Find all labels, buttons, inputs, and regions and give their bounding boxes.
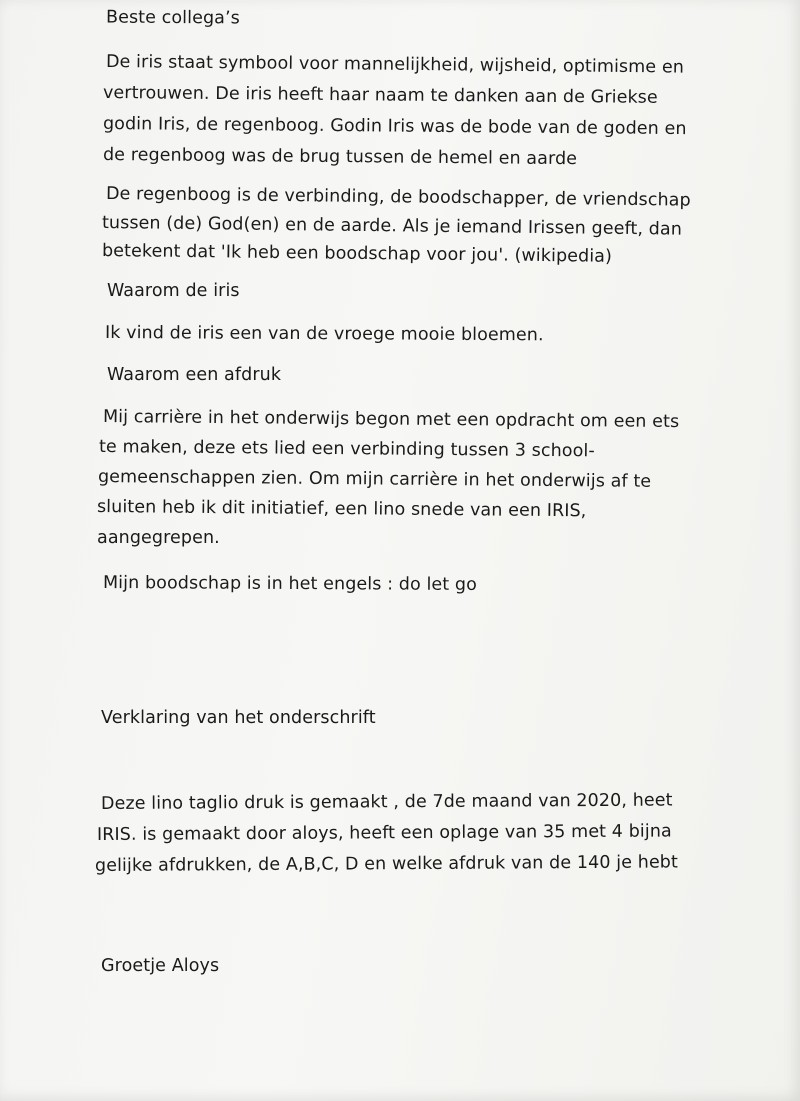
paragraph3-line: sluiten heb ik dit initiatief, een lino snede van een IRIS, xyxy=(96,497,587,522)
paragraph4-line: gelijke afdrukken, de A,B,C, D en welke afdruk van de 140 je hebt xyxy=(94,852,679,876)
paragraph4-line: Deze lino taglio druk is gemaakt , de 7de maand van 2020, heet xyxy=(100,790,673,814)
paragraph4-line: IRIS. is gemaakt door aloys, heeft een oplage van 35 met 4 bijna xyxy=(96,821,672,845)
paragraph2-line: De regenboog is de verbinding, de boodschapper, de vriendschap xyxy=(105,184,691,211)
paragraph1-line: godin Iris, de regenboog. Godin Iris was de bode van de goden en xyxy=(102,114,687,140)
why-iris-text: Ik vind de iris een van de vroege mooie bloemen. xyxy=(104,323,544,346)
paragraph3-line: te maken, deze ets lied een verbinding tussen 3 school- xyxy=(98,437,595,462)
paragraph1-line: De iris staat symbool voor mannelijkheid, wijsheid, optimisme en xyxy=(105,52,685,78)
signoff: Groetje Aloys xyxy=(101,956,220,976)
paragraph3-line: Mij carrière in het onderwijs begon met een opdracht om een ets xyxy=(102,407,680,433)
message: Mijn boodschap is in het engels : do let go xyxy=(102,573,478,595)
paragraph3-line: gemeenschappen zien. Om mijn carrière in het onderwijs af te xyxy=(97,467,652,492)
paragraph1-line: vertrouwen. De iris heeft haar naam te danken aan de Griekse xyxy=(102,83,658,108)
heading-caption: Verklaring van het onderschrift xyxy=(101,708,376,728)
heading-why-print: Waarom een afdruk xyxy=(107,365,282,385)
paragraph1-line: de regenboog was de brug tussen de hemel en aarde xyxy=(102,145,578,170)
paragraph3-line: aangegrepen. xyxy=(97,528,220,548)
greeting: Beste collega’s xyxy=(105,7,240,29)
paragraph2-line: betekent dat 'Ik heb een boodschap voor jou'. (wikipedia) xyxy=(101,241,613,267)
heading-why-iris: Waarom de iris xyxy=(107,281,240,301)
paragraph2-line: tussen (de) God(en) en de aarde. Als je iemand Irissen geeft, dan xyxy=(101,213,683,240)
